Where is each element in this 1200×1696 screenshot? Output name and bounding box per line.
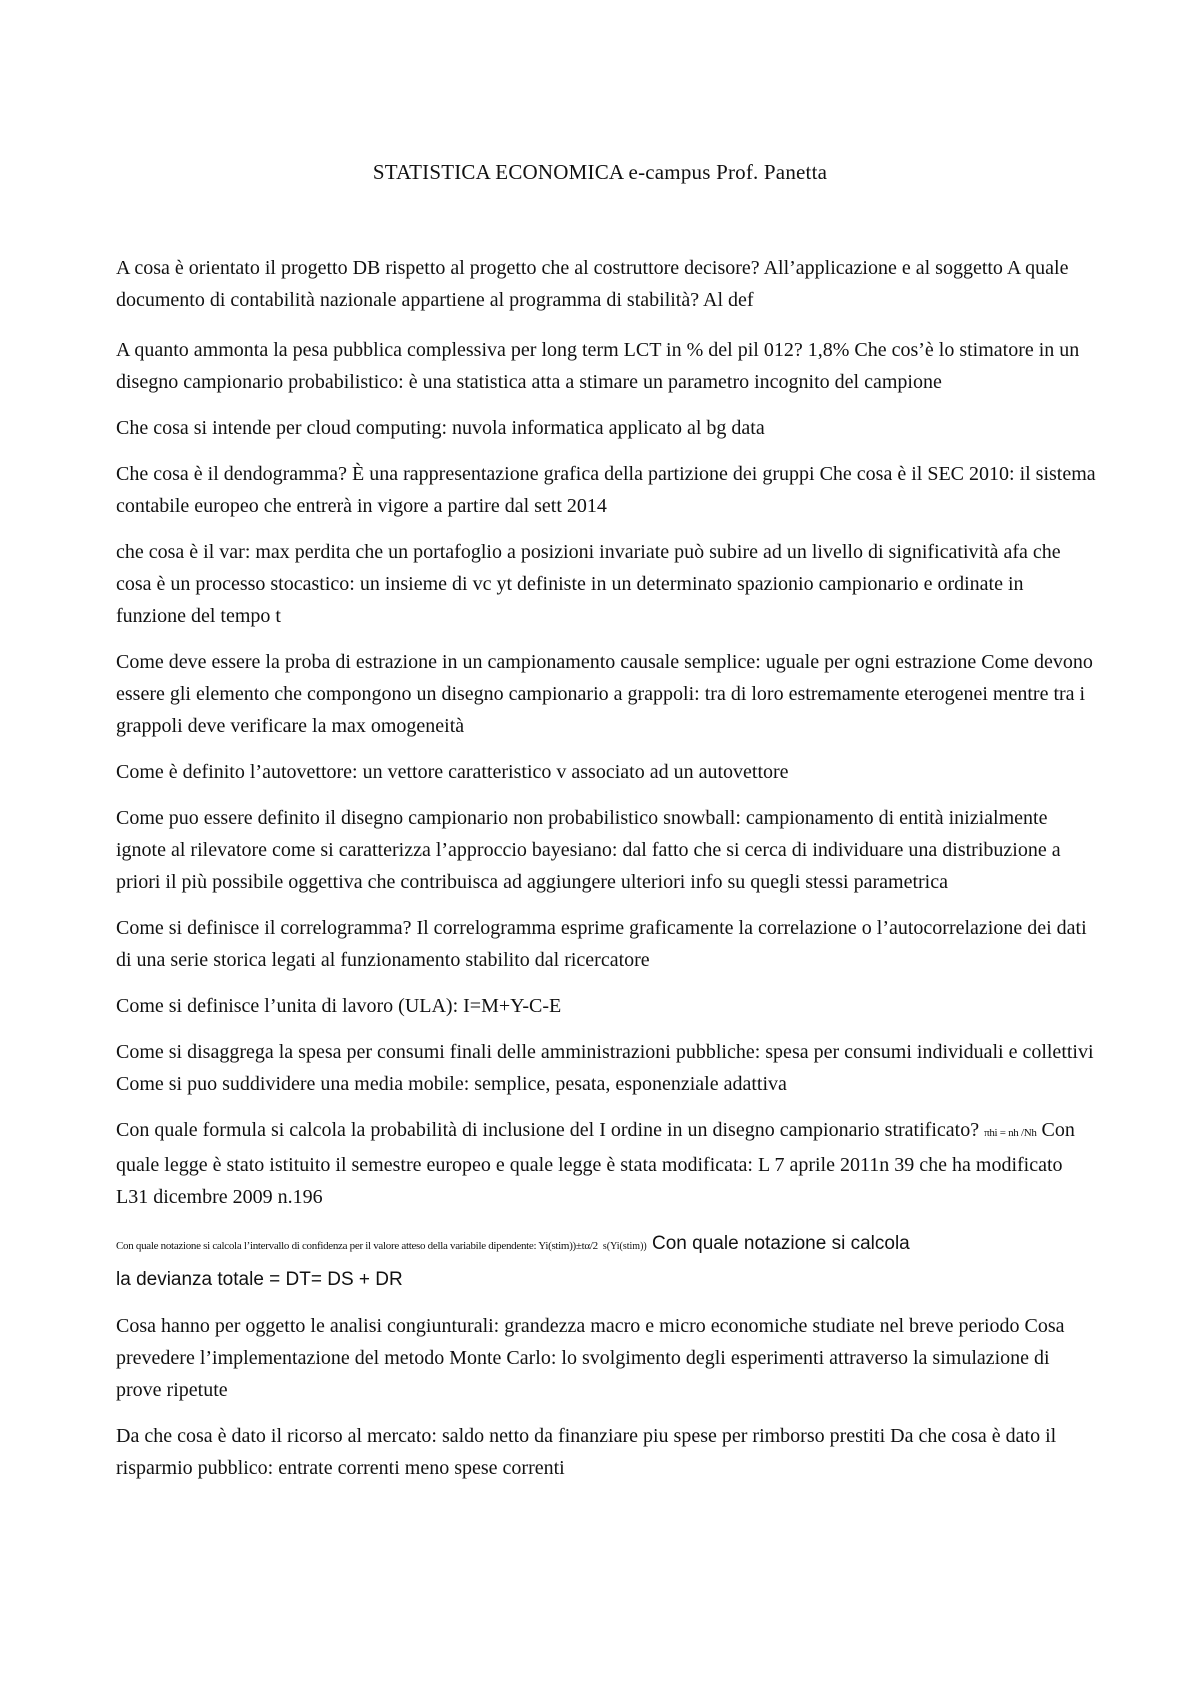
paragraph-snowball: Come puo essere definito il disegno campionario non probabilistico snowball: campionamento di entità inizialmente ignote al rilevatore come si caratterizza l’approccio bayesiano: dal fatto che si cerca di individuare una distribuzione a priori il più possibile oggettiva che contribuisca ad aggiungere ulteriori info su quegli stessi parametrica	[116, 807, 1061, 893]
document-body	[116, 252, 1096, 1498]
intervallo-confidenza-subscript: s(Yi(stim))	[602, 1241, 647, 1252]
devianza-totale-text: la devianza totale = DT= DS + DR	[116, 1269, 403, 1290]
paragraph-var: che cosa è il var: max perdita che un portafoglio a posizioni invariate può subire ad un livello di significatività afa che cosa è un processo stocastico: un insieme di vc yt definiste in un determinato spazionio campionario e ordinate in funzione del tempo t	[116, 541, 1061, 627]
paragraph-analisi-congiunturali: Cosa hanno per oggetto le analisi congiunturali: grandezza macro e micro economiche studiate nel breve periodo Cosa prevedere l’implementazione del metodo Monte Carlo: lo svolgimento degli esperimenti attraverso la simulazione di prove ripetute	[116, 1315, 1065, 1401]
semestre-europeo-text: Con quale legge è stato istituito il semestre europeo e quale legge è stata modificata: L 7 aprile 2011n 39 che ha modificato L31 dicembre 2009 n.196	[116, 1119, 1075, 1208]
paragraph-correlogramma: Come si definisce il correlogramma? Il correlogramma esprime graficamente la correlazione o l’autocorrelazione dei dati di una serie storica legati al funzionamento stabilito dal ricercatore	[116, 917, 1087, 971]
paragraph-ula: Come si definisce l’unita di lavoro (ULA): I=M+Y-C-E	[116, 995, 562, 1017]
probabilita-inclusione-text: Con quale formula si calcola la probabilità di inclusione del I ordine in un disegno campionario stratificato?	[116, 1119, 985, 1141]
inclusion-formula: πhi = nh /Nh	[984, 1127, 1037, 1139]
paragraph-dendogramma: Che cosa è il dendogramma? È una rappresentazione grafica della partizione dei gruppi Che cosa è il SEC 2010: il sistema contabile europeo che entrerà in vigore a partire dal sett 2014	[116, 463, 1096, 517]
paragraph-ricorso-mercato: Da che cosa è dato il ricorso al mercato: saldo netto da finanziare piu spese per rimborso prestiti Da che cosa è dato il risparmio pubblico: entrate correnti meno spese correnti	[116, 1425, 1057, 1479]
paragraph-spesa-pubblica: A quanto ammonta la pesa pubblica complessiva per long term LCT in % del pil 012? 1,8% Che cos’è lo stimatore in un disegno campionario probabilistico: è una statistica atta a stimare un parametro incognito del campione	[116, 339, 1080, 393]
paragraph-intervallo-confidenza	[116, 1227, 1096, 1296]
paragraph-spesa-consumi: Come si disaggrega la spesa per consumi finali delle amministrazioni pubbliche: spesa per consumi individuali e collettivi Come si puo suddividere una media mobile: semplice, pesata, esponenziale adattiva	[116, 1041, 1094, 1095]
intervallo-confidenza-small-text: Con quale notazione si calcola l’intervallo di confidenza per il valore atteso della variabile dipendente: Yi(stim))±tα/2	[116, 1240, 598, 1252]
paragraph-progetto-db: A cosa è orientato il progetto DB rispetto al progetto che al costruttore decisore? All’applicazione e al soggetto A quale documento di contabilità nazionale appartiene al programma di stabilità? Al def	[116, 257, 1069, 311]
document-title: STATISTICA ECONOMICA e-campus Prof. Panetta	[372, 160, 828, 184]
paragraph-campionamento: Come deve essere la proba di estrazione in un campionamento causale semplice: uguale per ogni estrazione Come devono essere gli elemento che compongono un disegno campionario a grappoli: tra di loro estremamente eterogenei mentre tra i grappoli deve verificare la max omogeneità	[116, 651, 1093, 737]
paragraph-cloud-computing: Che cosa si intende per cloud computing: nuvola informatica applicato al bg data	[116, 417, 765, 439]
notazione-devianza-text: Con quale notazione si calcola	[646, 1233, 910, 1254]
paragraph-autovettore: Come è definito l’autovettore: un vettore caratteristico v associato ad un autovettore	[116, 761, 789, 783]
paragraph-probabilita-inclusione	[116, 1114, 1096, 1213]
